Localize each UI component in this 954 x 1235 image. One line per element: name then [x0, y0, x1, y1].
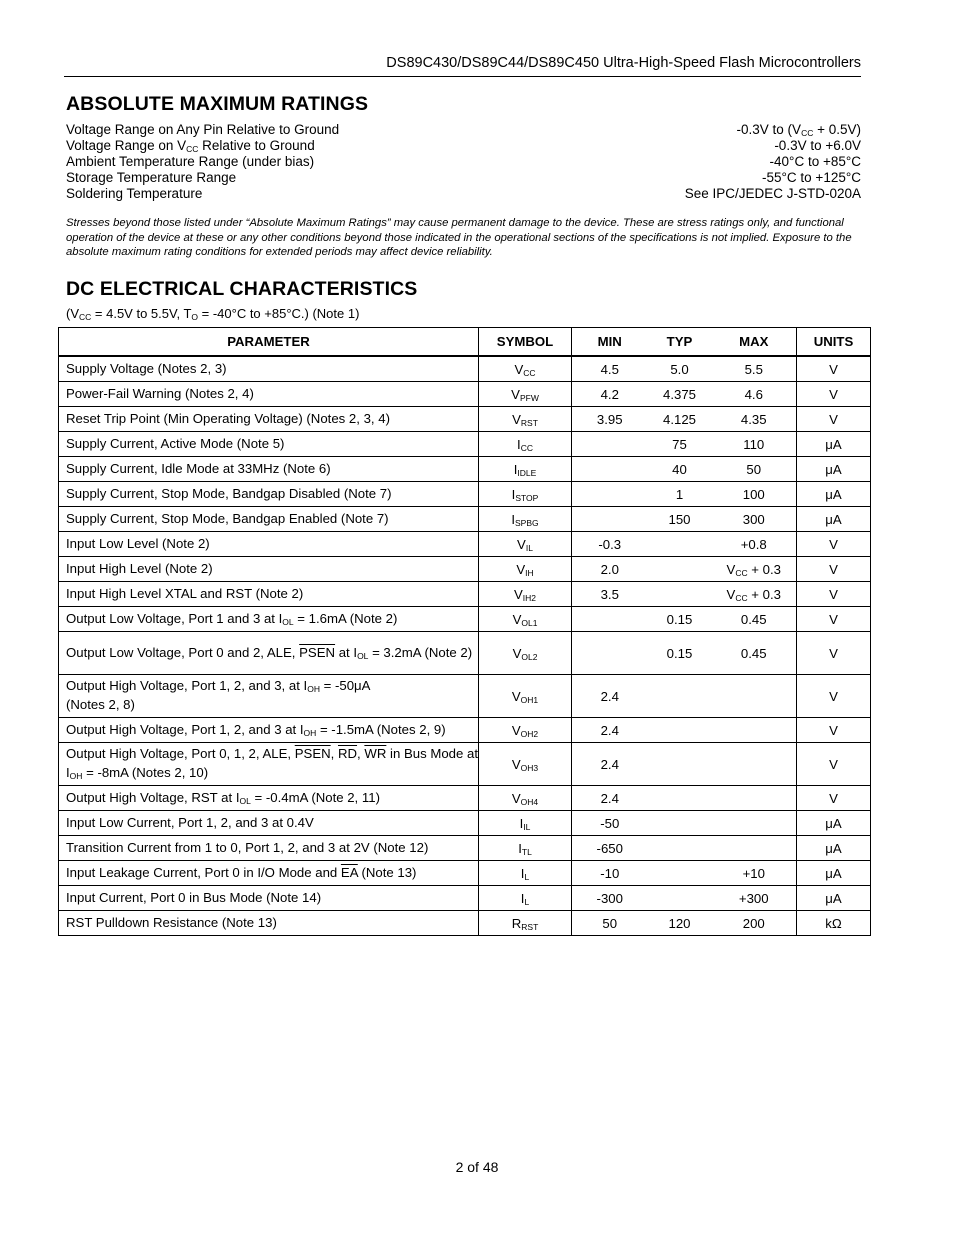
units-cell: μA [797, 886, 871, 911]
max-cell [712, 811, 797, 836]
document-header-title: DS89C430/DS89C44/DS89C450 Ultra-High-Speed Flash Microcontrollers [386, 55, 861, 71]
symbol-base: V [512, 645, 522, 661]
conditions-text: (V [66, 306, 79, 321]
parameter-text: Output High Voltage, Port 1, 2, and 3, at I [66, 678, 308, 694]
table-row [59, 743, 871, 786]
symbol-cell [479, 911, 572, 936]
max-cell [712, 718, 797, 743]
symbol-base: I [518, 840, 522, 856]
min-cell: 2.0 [572, 557, 648, 582]
max-cell: 300 [712, 507, 797, 532]
conditions-subscript: O [191, 312, 199, 322]
rating-value-text: -55°C to +125°C [762, 170, 861, 185]
symbol-subscript: IL [525, 542, 533, 553]
rating-label-text: Relative to Ground [198, 138, 315, 153]
units-cell: V [797, 632, 871, 675]
symbol-cell [479, 718, 572, 743]
typ-cell [648, 675, 712, 718]
max-cell: +0.8 [712, 532, 797, 557]
parameter-text: = 1.6mA (Note 2) [293, 610, 398, 626]
typ-cell: 1 [648, 482, 712, 507]
typ-cell [648, 861, 712, 886]
symbol-cell [479, 532, 572, 557]
parameter-cell [59, 675, 479, 718]
min-cell: -0.3 [572, 532, 648, 557]
min-cell [572, 632, 648, 675]
col-header-symbol: SYMBOL [479, 328, 572, 357]
min-cell: 4.2 [572, 382, 648, 407]
conditions-text: = 4.5V to 5.5V, T [91, 306, 192, 321]
table-row [59, 861, 871, 886]
typ-cell: 40 [648, 457, 712, 482]
symbol-subscript: L [524, 896, 530, 907]
parameter-text: Power-Fail Warning (Notes 2, 4) [66, 385, 254, 401]
parameter-cell [59, 786, 479, 811]
rating-label-subscript: CC [186, 144, 199, 154]
rating-row [66, 186, 861, 202]
symbol-subscript: OH4 [520, 796, 539, 807]
units-cell: μA [797, 811, 871, 836]
symbol-base: V [513, 586, 523, 602]
rating-label [66, 138, 315, 154]
parameter-text: Supply Current, Stop Mode, Bandgap Disabled (Note 7) [66, 485, 392, 501]
parameter-subscript: OH [303, 727, 317, 738]
symbol-base: I [520, 890, 525, 906]
units-cell: V [797, 382, 871, 407]
symbol-base: V [516, 561, 526, 577]
max-cell [712, 582, 797, 607]
overbar-signal: $\overline{EA}$ [340, 864, 358, 880]
table-row [59, 557, 871, 582]
table-row [59, 356, 871, 382]
col-header-max: MAX [712, 328, 797, 357]
min-cell [572, 457, 648, 482]
symbol-base: I [517, 436, 521, 452]
parameter-cell [59, 886, 479, 911]
max-value-text: + 0.3 [747, 561, 781, 577]
typ-cell: 0.15 [648, 607, 712, 632]
units-cell: kΩ [797, 911, 871, 936]
symbol-cell [479, 675, 572, 718]
max-cell: 0.45 [712, 632, 797, 675]
units-cell: μA [797, 507, 871, 532]
parameter-cell [59, 836, 479, 861]
rating-value [762, 170, 861, 186]
table-row [59, 382, 871, 407]
table-row [59, 632, 871, 675]
parameter-text: Transition Current from 1 to 0, Port 1, 2, and 3 at 2V (Note 12) [66, 839, 429, 855]
parameter-text: (Notes 2, 8) [66, 697, 135, 712]
parameter-text: Supply Voltage (Notes 2, 3) [66, 360, 227, 376]
symbol-subscript: OL1 [521, 617, 538, 628]
rating-value-text: -0.3V to (V [736, 122, 802, 137]
units-cell: V [797, 607, 871, 632]
dc-heading: DC ELECTRICAL CHARACTERISTICS [66, 278, 418, 300]
overbar-signal: PSEN [294, 746, 331, 762]
min-cell [572, 432, 648, 457]
rating-label-text: Storage Temperature Range [66, 170, 237, 185]
rating-value-text: -40°C to +85°C [769, 154, 861, 169]
max-cell [712, 675, 797, 718]
parameter-subscript: OH [307, 684, 320, 695]
typ-cell [648, 582, 712, 607]
stress-note: Stresses beyond those listed under “Absolute Maximum Ratings” may cause permanent damage to the device. These are stress ratings only, and functional operation of the device at these or any other conditions beyond those indicated in the operational sections of the specifications is not implied. Exposure to the absolute maximum rating conditions for extended periods may affect device reliability. [66, 217, 852, 259]
units-cell: V [797, 743, 871, 786]
max-cell: 5.5 [712, 356, 797, 382]
overbar-signal: PSEN [299, 644, 336, 660]
parameter-text: , [330, 746, 338, 762]
symbol-cell [479, 582, 572, 607]
min-cell: 2.4 [572, 743, 648, 786]
conditions-subscript: CC [79, 312, 92, 322]
max-value-text: V [726, 586, 736, 602]
parameter-text: Output High Voltage, Port 0, 1, 2, ALE, [66, 746, 295, 762]
max-cell [712, 557, 797, 582]
units-cell: V [797, 786, 871, 811]
parameter-text: Reset Trip Point (Min Operating Voltage) (Notes 2, 3, 4) [66, 410, 390, 426]
table-header-row [59, 328, 871, 357]
typ-cell [648, 718, 712, 743]
table-row [59, 507, 871, 532]
parameter-text: at I [335, 644, 358, 660]
typ-cell: 0.15 [648, 632, 712, 675]
units-cell: μA [797, 457, 871, 482]
min-cell: 50 [572, 911, 648, 936]
symbol-subscript: RST [521, 921, 539, 932]
parameter-cell [59, 382, 479, 407]
symbol-cell [479, 407, 572, 432]
rating-label [66, 122, 339, 138]
typ-cell: 75 [648, 432, 712, 457]
abs-max-heading: ABSOLUTE MAXIMUM RATINGS [66, 93, 369, 115]
typ-cell [648, 743, 712, 786]
parameter-cell [59, 356, 479, 382]
rating-value-subscript: CC [801, 128, 814, 138]
symbol-cell [479, 786, 572, 811]
symbol-subscript: STOP [515, 492, 539, 503]
parameter-text: Input High Level XTAL and RST (Note 2) [66, 585, 304, 601]
min-cell: 3.5 [572, 582, 648, 607]
units-cell: V [797, 532, 871, 557]
table-row [59, 886, 871, 911]
parameter-cell [59, 532, 479, 557]
header-rule [64, 76, 861, 77]
parameter-text: Input Low Level (Note 2) [66, 535, 210, 551]
table-row [59, 582, 871, 607]
parameter-text: = -0.4mA (Note 2, 11) [250, 789, 380, 805]
symbol-cell [479, 382, 572, 407]
rating-label-text: Voltage Range on V [66, 138, 187, 153]
max-cell [712, 743, 797, 786]
table-row [59, 482, 871, 507]
col-header-typ: TYP [648, 328, 712, 357]
parameter-cell [59, 632, 479, 675]
typ-cell: 4.375 [648, 382, 712, 407]
rating-value-text: -0.3V to +6.0V [774, 138, 861, 153]
min-cell: -650 [572, 836, 648, 861]
table-row [59, 911, 871, 936]
parameter-cell [59, 743, 479, 786]
typ-cell: 120 [648, 911, 712, 936]
typ-cell [648, 886, 712, 911]
parameter-text: Supply Current, Idle Mode at 33MHz (Note 6) [66, 460, 331, 476]
rating-value [770, 154, 861, 170]
symbol-subscript: OH1 [520, 694, 539, 705]
typ-cell: 5.0 [648, 356, 712, 382]
parameter-text: Output High Voltage, Port 1, 2, and 3 at I [66, 721, 304, 737]
symbol-subscript: OH2 [520, 728, 539, 739]
max-cell: 0.45 [712, 607, 797, 632]
parameter-text: (Note 13) [357, 864, 417, 880]
min-cell [572, 507, 648, 532]
units-cell: V [797, 356, 871, 382]
page-number: 2 of 48 [455, 1159, 499, 1175]
units-cell: μA [797, 482, 871, 507]
rating-value [737, 122, 861, 138]
typ-cell: 150 [648, 507, 712, 532]
min-cell: -300 [572, 886, 648, 911]
symbol-cell [479, 632, 572, 675]
symbol-subscript: CC [520, 442, 533, 453]
parameter-cell [59, 432, 479, 457]
parameter-text: = -50μA [319, 678, 371, 694]
rating-value [685, 186, 861, 202]
typ-cell [648, 786, 712, 811]
parameter-text: = -1.5mA (Notes 2, 9) [316, 721, 446, 737]
min-cell: 2.4 [572, 718, 648, 743]
rating-row [66, 122, 861, 138]
overbar-signal: $\overline{RD}$ [337, 746, 358, 762]
symbol-subscript: RST [520, 417, 538, 428]
symbol-base: I [513, 461, 518, 477]
units-cell: V [797, 407, 871, 432]
symbol-base: I [520, 865, 525, 881]
table-row [59, 675, 871, 718]
abs-max-ratings-list [66, 122, 861, 202]
parameter-text: Output Low Voltage, Port 0 and 2, ALE, [66, 644, 300, 660]
parameter-cell [59, 407, 479, 432]
parameter-text: Input Low Current, Port 1, 2, and 3 at 0.4V [66, 814, 314, 830]
symbol-cell [479, 607, 572, 632]
parameter-text: in Bus Mode at I [66, 746, 478, 780]
table-row [59, 532, 871, 557]
units-cell: V [797, 582, 871, 607]
table-row [59, 407, 871, 432]
table-row [59, 811, 871, 836]
max-cell: +10 [712, 861, 797, 886]
parameter-text: Supply Current, Active Mode (Note 5) [66, 435, 285, 451]
symbol-base: V [511, 386, 520, 402]
symbol-cell [479, 886, 572, 911]
symbol-base: V [511, 756, 521, 772]
rating-label [66, 186, 202, 202]
parameter-text: Input Current, Port 0 in Bus Mode (Note 14) [66, 889, 322, 905]
symbol-subscript: SPBG [515, 517, 539, 528]
rating-row [66, 154, 861, 170]
symbol-base: V [511, 722, 521, 738]
max-value-subscript: CC [735, 567, 748, 578]
max-cell [712, 786, 797, 811]
col-header-min: MIN [572, 328, 648, 357]
overbar-signal: $\overline{WR}$ [364, 746, 387, 762]
dc-conditions [66, 306, 359, 321]
parameter-subscript: OL [357, 650, 369, 661]
symbol-cell [479, 507, 572, 532]
parameter-text: Supply Current, Stop Mode, Bandgap Enabled (Note 7) [66, 510, 389, 526]
rating-label [66, 170, 236, 186]
rating-value-text: + 0.5V) [813, 122, 861, 137]
parameter-cell [59, 507, 479, 532]
units-cell: V [797, 675, 871, 718]
symbol-base: V [514, 361, 524, 377]
max-cell: 100 [712, 482, 797, 507]
symbol-base: I [511, 511, 516, 527]
parameter-text: RST Pulldown Resistance (Note 13) [66, 914, 277, 930]
symbol-subscript: PFW [519, 392, 539, 403]
min-cell: 2.4 [572, 786, 648, 811]
symbol-base: V [511, 790, 521, 806]
table-row [59, 457, 871, 482]
parameter-cell [59, 811, 479, 836]
parameter-text: = -8mA (Notes 2, 10) [82, 765, 209, 780]
symbol-subscript: OH3 [520, 762, 539, 773]
table-row [59, 718, 871, 743]
max-cell: 110 [712, 432, 797, 457]
units-cell: μA [797, 861, 871, 886]
rating-label-text: Soldering Temperature [66, 186, 203, 201]
symbol-cell [479, 811, 572, 836]
parameter-text: Output Low Voltage, Port 1 and 3 at I [66, 610, 283, 626]
parameter-subscript: OL [282, 616, 294, 627]
rating-value-text: See IPC/JEDEC J-STD-020A [684, 186, 861, 201]
rating-label [66, 154, 314, 170]
parameter-subscript: OL [239, 795, 251, 806]
min-cell: -50 [572, 811, 648, 836]
table-row [59, 836, 871, 861]
max-cell: 200 [712, 911, 797, 936]
rating-row [66, 170, 861, 186]
conditions-text: = -40°C to +85°C.) (Note 1) [198, 306, 360, 321]
max-value-text: V [726, 561, 736, 577]
parameter-text: = 3.2mA (Note 2) [368, 644, 473, 660]
symbol-base: V [517, 536, 526, 552]
parameter-text: Input Leakage Current, Port 0 in I/O Mode and [66, 864, 341, 880]
symbol-cell [479, 861, 572, 886]
parameter-subscript: OH [69, 771, 83, 781]
symbol-subscript: CC [523, 367, 536, 378]
symbol-base: V [512, 411, 521, 427]
symbol-base: I [519, 815, 524, 831]
min-cell: 3.95 [572, 407, 648, 432]
rating-row [66, 138, 861, 154]
symbol-cell [479, 743, 572, 786]
parameter-text: Input High Level (Note 2) [66, 560, 213, 576]
parameter-cell [59, 911, 479, 936]
units-cell: μA [797, 432, 871, 457]
parameter-cell [59, 861, 479, 886]
symbol-base: V [512, 611, 522, 627]
max-cell: 4.6 [712, 382, 797, 407]
symbol-subscript: OL2 [521, 651, 538, 662]
symbol-cell [479, 836, 572, 861]
min-cell: -10 [572, 861, 648, 886]
parameter-cell [59, 457, 479, 482]
symbol-subscript: L [524, 871, 530, 882]
symbol-base: I [511, 486, 516, 502]
symbol-cell [479, 356, 572, 382]
symbol-cell [479, 557, 572, 582]
symbol-subscript: IL [523, 821, 531, 832]
max-value-subscript: CC [735, 592, 748, 603]
typ-cell [648, 811, 712, 836]
symbol-cell [479, 482, 572, 507]
symbol-subscript: IH2 [522, 592, 537, 603]
typ-cell [648, 532, 712, 557]
parameter-cell [59, 582, 479, 607]
min-cell [572, 607, 648, 632]
table-row [59, 432, 871, 457]
typ-cell [648, 557, 712, 582]
max-cell: 4.35 [712, 407, 797, 432]
units-cell: μA [797, 836, 871, 861]
typ-cell: 4.125 [648, 407, 712, 432]
dc-characteristics-table [58, 327, 871, 936]
units-cell: V [797, 718, 871, 743]
table-body [59, 356, 871, 936]
symbol-subscript: IH [525, 567, 534, 578]
symbol-base: R [511, 915, 522, 931]
symbol-subscript: IDLE [517, 467, 537, 478]
symbol-cell [479, 457, 572, 482]
symbol-base: V [511, 688, 521, 704]
parameter-text: , [357, 746, 365, 762]
rating-value [774, 138, 861, 154]
min-cell: 4.5 [572, 356, 648, 382]
min-cell [572, 482, 648, 507]
units-cell: V [797, 557, 871, 582]
max-cell: +300 [712, 886, 797, 911]
parameter-cell [59, 718, 479, 743]
max-cell: 50 [712, 457, 797, 482]
col-header-parameter: PARAMETER [59, 328, 479, 357]
rating-label-text: Voltage Range on Any Pin Relative to Ground [66, 122, 340, 137]
max-value-text: + 0.3 [747, 586, 781, 602]
max-cell [712, 836, 797, 861]
table-row [59, 607, 871, 632]
min-cell: 2.4 [572, 675, 648, 718]
parameter-text: Output High Voltage, RST at I [66, 789, 240, 805]
col-header-units: UNITS [797, 328, 871, 357]
rating-label-text: Ambient Temperature Range (under bias) [66, 154, 315, 169]
typ-cell [648, 836, 712, 861]
symbol-subscript: TL [521, 846, 532, 857]
parameter-cell [59, 482, 479, 507]
parameter-cell [59, 607, 479, 632]
parameter-cell [59, 557, 479, 582]
table-row [59, 786, 871, 811]
symbol-cell [479, 432, 572, 457]
